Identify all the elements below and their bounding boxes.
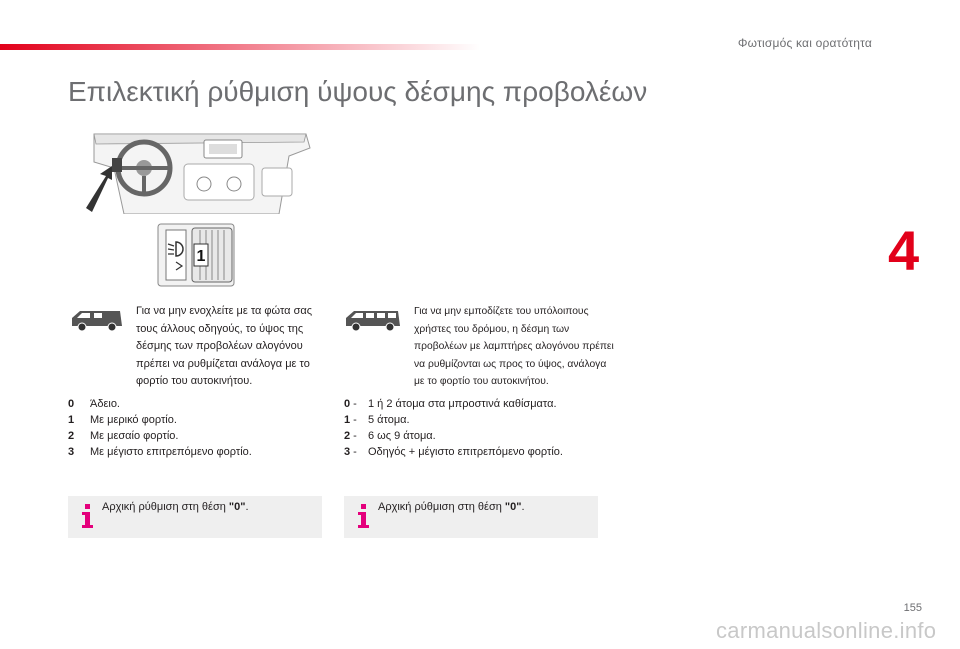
position-number: 2 - bbox=[344, 430, 357, 442]
variant-2-positions bbox=[344, 396, 563, 460]
variant-1-info-box bbox=[68, 496, 322, 538]
page-title: Επιλεκτική ρύθμιση ύψους δέσμης προβολέων bbox=[68, 76, 648, 107]
position-row bbox=[68, 396, 252, 412]
van-long-icon bbox=[344, 308, 402, 332]
position-row bbox=[68, 428, 252, 444]
variant-2-note: Για να μην εμποδίζετε του υπόλοιπους χρήστες του δρόμου, η δέσμη των προβολέων με λαμπτήρες αλογόνου πρέπει να ρυθμίζονται ως προς το ύψος, ανάλογα με το φορτίο του αυτοκινήτου. bbox=[414, 306, 614, 387]
chapter-number: 4 bbox=[888, 219, 920, 282]
position-text: 1 ή 2 άτομα στα μπροστινά καθίσματα. bbox=[368, 398, 557, 410]
position-number: 1 - bbox=[344, 414, 357, 426]
info-icon bbox=[80, 502, 94, 530]
info-text: Αρχική ρύθμιση στη θέση "0". bbox=[102, 501, 249, 513]
info-text: Αρχική ρύθμιση στη θέση "0". bbox=[378, 501, 525, 513]
position-number: 3 - bbox=[344, 446, 357, 458]
position-text: Με μερικό φορτίο. bbox=[90, 414, 177, 426]
position-number: 3 bbox=[68, 446, 75, 458]
position-row bbox=[68, 412, 252, 428]
variant-1-positions bbox=[68, 396, 252, 460]
position-row bbox=[344, 396, 563, 412]
variant-2-info-box bbox=[344, 496, 598, 538]
page-number: 155 bbox=[903, 602, 922, 614]
position-text: Οδηγός + μέγιστο επιτρεπόμενο φορτίο. bbox=[368, 446, 563, 458]
van-short-icon bbox=[68, 308, 126, 332]
position-text: 5 άτομα. bbox=[368, 414, 410, 426]
position-row bbox=[344, 428, 563, 444]
position-text: Άδειο. bbox=[90, 398, 120, 410]
knob-position-label: 1 bbox=[196, 248, 206, 265]
header-accent-bar bbox=[0, 44, 480, 50]
info-icon bbox=[356, 502, 370, 530]
position-text: Με μεσαίο φορτίο. bbox=[90, 430, 179, 442]
position-number: 0 - bbox=[344, 398, 357, 410]
section-title: Φωτισμός και ορατότητα bbox=[737, 36, 872, 50]
position-row bbox=[344, 444, 563, 460]
position-row bbox=[68, 444, 252, 460]
position-number: 1 bbox=[68, 414, 75, 426]
watermark: carmanualsonline.info bbox=[716, 618, 937, 643]
position-row bbox=[344, 412, 563, 428]
variant-1-note: Για να μην ενοχλείτε με τα φώτα σας τους άλλους οδηγούς, το ύψος της δέσμης των προβολέων αλογόνου πρέπει να ρυθμίζεται ανάλογα με το φορτίο του αυτοκινήτου. bbox=[136, 305, 313, 387]
position-text: Με μέγιστο επιτρεπόμενο φορτίο. bbox=[90, 446, 252, 458]
dashboard-illustration bbox=[84, 128, 314, 214]
headlamp-adjustment-knob-illustration bbox=[156, 222, 236, 288]
position-text: 6 ως 9 άτομα. bbox=[368, 430, 436, 442]
position-number: 0 bbox=[68, 398, 75, 410]
position-number: 2 bbox=[68, 430, 75, 442]
